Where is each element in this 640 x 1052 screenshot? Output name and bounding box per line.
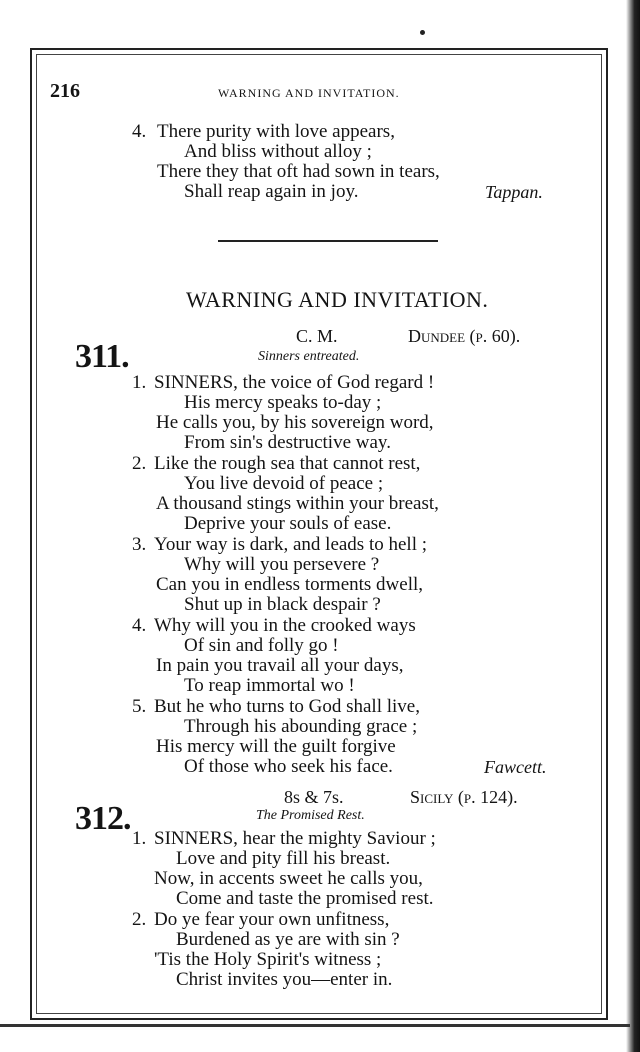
verse-line: A thousand stings within your breast, xyxy=(156,493,439,514)
stanza-number: 2. xyxy=(132,453,147,474)
verse-line: Shut up in black despair ? xyxy=(184,594,381,615)
verse-line: From sin's destructive way. xyxy=(184,432,391,453)
verse-line: Like the rough sea that cannot rest, xyxy=(154,453,421,474)
verse-line: Of those who seek his face. xyxy=(184,756,393,777)
ink-speck xyxy=(420,30,425,35)
hymn-tune: Dundee (p. 60). xyxy=(408,326,521,346)
verse-line: His mercy speaks to-day ; xyxy=(184,392,382,413)
verse-line: And bliss without alloy ; xyxy=(184,141,372,162)
verse-line: Shall reap again in joy. xyxy=(184,181,359,202)
hymn-subtitle: Sinners entreated. xyxy=(258,349,360,364)
verse-line: There they that oft had sown in tears, xyxy=(157,161,440,182)
hymn-number: 311. xyxy=(75,338,129,375)
verse-line: Love and pity fill his breast. xyxy=(176,848,391,869)
verse-line: Burdened as ye are with sin ? xyxy=(176,929,400,950)
stanza-number: 1. xyxy=(132,372,147,393)
hymn-tune: Sicily (p. 124). xyxy=(410,787,518,807)
verse-line: Come and taste the promised rest. xyxy=(176,888,434,909)
verse-line: His mercy will the guilt forgive xyxy=(156,736,396,757)
verse-line: But he who turns to God shall live, xyxy=(154,696,420,717)
verse-line: Your way is dark, and leads to hell ; xyxy=(154,534,428,555)
verse-line: Why will you in the crooked ways xyxy=(154,615,416,636)
bottom-edge-rule xyxy=(0,1024,630,1027)
verse-line: SINNERS, the voice of God regard ! xyxy=(154,372,435,393)
author-attribution: Tappan. xyxy=(485,182,543,202)
hymn-subtitle: The Promised Rest. xyxy=(256,808,365,823)
verse-line: Christ invites you—enter in. xyxy=(176,969,393,990)
verse-line: He calls you, by his sovereign word, xyxy=(156,412,434,433)
section-divider xyxy=(218,240,438,242)
page-number: 216 xyxy=(50,80,80,102)
stanza-number: 5. xyxy=(132,696,147,717)
running-head: WARNING AND INVITATION. xyxy=(218,86,400,100)
hymn-meter: 8s & 7s. xyxy=(284,787,344,807)
verse-line: To reap immortal wo ! xyxy=(184,675,355,696)
verse-line: You live devoid of peace ; xyxy=(184,473,384,494)
verse-line: Through his abounding grace ; xyxy=(184,716,418,737)
verse-line: Deprive your souls of ease. xyxy=(184,513,392,534)
verse-line: SINNERS, hear the mighty Saviour ; xyxy=(154,828,436,849)
hymn-meter: C. M. xyxy=(296,326,338,346)
author-attribution: Fawcett. xyxy=(484,757,547,777)
verse-line: Why will you persevere ? xyxy=(184,554,380,575)
verse-line: Now, in accents sweet he calls you, xyxy=(154,868,423,889)
stanza-number: 3. xyxy=(132,534,147,555)
verse-line: In pain you travail all your days, xyxy=(156,655,404,676)
hymn-number: 312. xyxy=(75,800,131,837)
stanza-number: 1. xyxy=(132,828,147,849)
verse-line: Of sin and folly go ! xyxy=(184,635,339,656)
page-edge-shadow xyxy=(626,0,640,1052)
verse-line: Do ye fear your own unfitness, xyxy=(154,909,390,930)
stanza-number: 4. xyxy=(132,615,147,636)
stanza-number: 2. xyxy=(132,909,147,930)
stanza-number: 4. xyxy=(132,121,147,142)
section-title: WARNING AND INVITATION. xyxy=(186,287,489,312)
verse-line: There purity with love appears, xyxy=(157,121,395,142)
verse-line: 'Tis the Holy Spirit's witness ; xyxy=(154,949,382,970)
verse-line: Can you in endless torments dwell, xyxy=(156,574,424,595)
